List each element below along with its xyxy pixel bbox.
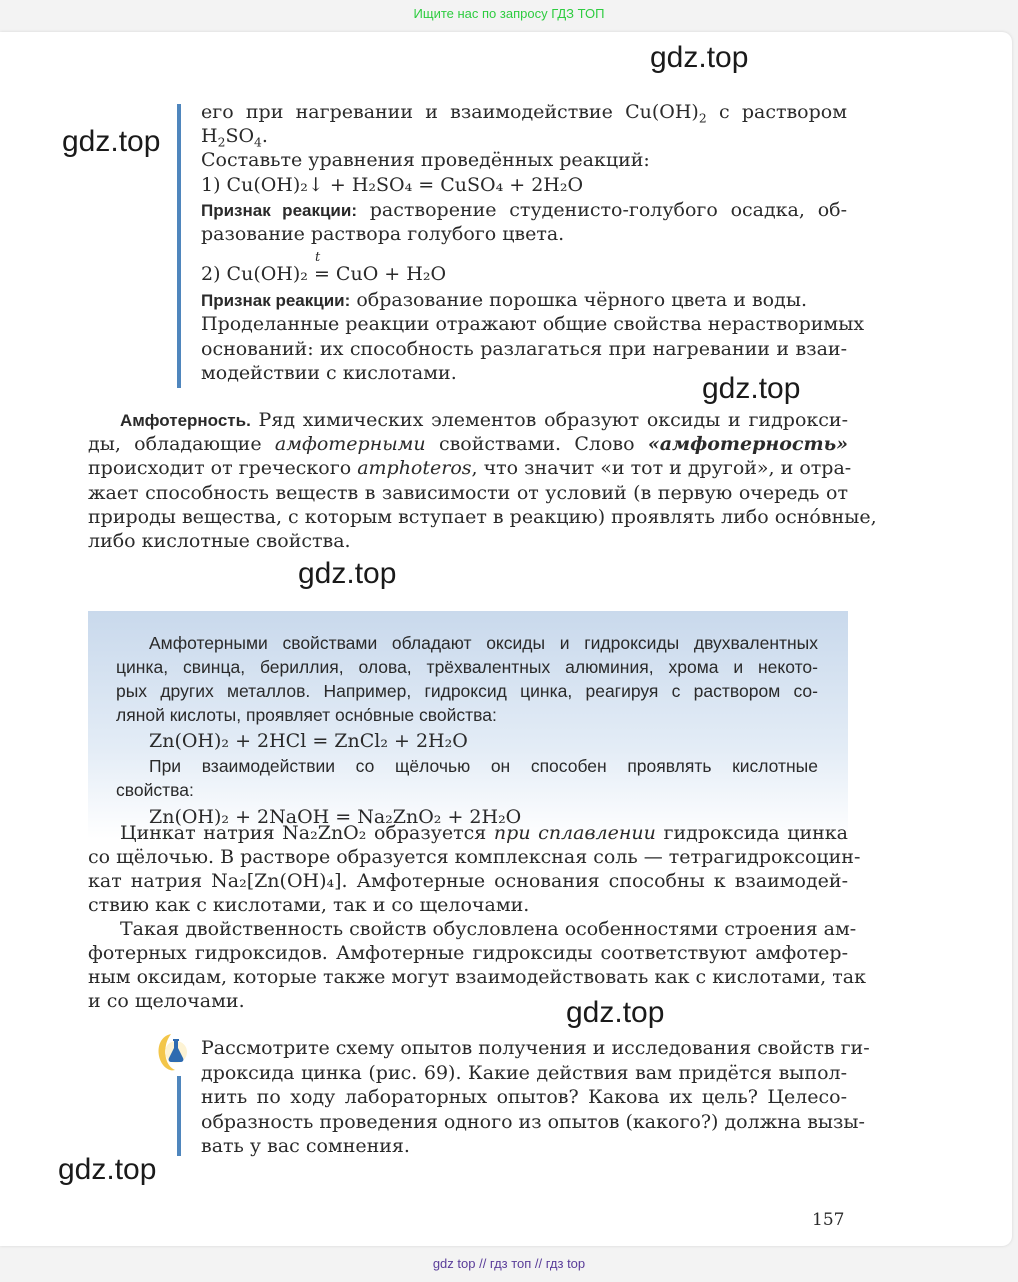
- equation-zn-hcl: Zn(OH)₂ + 2HCl = ZnCl₂ + 2H₂O: [149, 730, 468, 752]
- reaction-sign-2: Признак реакции: образование порошка чёрного цвета и воды.: [201, 289, 807, 311]
- watermark: gdz.top: [62, 125, 161, 158]
- search-hint-link[interactable]: Ищите нас по запросу ГДЗ ТОП: [413, 6, 605, 21]
- text-line: цинка, свинца, бериллия, олова, трёхвалентных алюминия, хрома и некото-: [116, 657, 818, 677]
- text-line: жает способность веществ в зависимости от условий (в первую очередь от: [88, 482, 848, 504]
- equation-2: 2) Cu(OH)₂ t = CuO + H₂O: [201, 262, 847, 286]
- text-line: фотерных гидроксидов. Амфотерные гидроксиды соответствуют амфотер-: [88, 942, 848, 964]
- text-line: модействии с кислотами.: [201, 362, 457, 384]
- reaction-sign-label: Признак реакции:: [201, 201, 357, 220]
- text-line: образность проведения одного из опытов (какого?) должна вызы-: [201, 1111, 865, 1133]
- equation-1: 1) Cu(OH)₂↓ + H₂SO₄ = CuSO₄ + 2H₂O: [201, 174, 584, 196]
- text-line: нить по ходу лабораторных опытов? Какова их цель? Целесо-: [201, 1086, 847, 1108]
- text-line: дроксида цинка (рис. 69). Какие действия вам придётся выпол-: [201, 1062, 847, 1084]
- equation-zn-naoh: Zn(OH)₂ + 2NaOH = Na₂ZnO₂ + 2H₂O: [149, 806, 522, 828]
- flask-icon: [157, 1032, 187, 1072]
- temperature-mark: t: [314, 250, 321, 265]
- text-line: его при нагревании и взаимодействие Cu(OH): [201, 101, 699, 123]
- text-line: ляной кислоты, проявляет осно́вные свойства:: [116, 705, 497, 725]
- watermark: gdz.top: [566, 996, 665, 1029]
- text-line: рых других металлов. Например, гидроксид цинка, реагируя с раствором со-: [116, 681, 818, 701]
- footer-links[interactable]: gdz top // гдз топ // гдз top: [432, 1256, 586, 1271]
- text-line: кат натрия Na₂[Zn(OH)₄]. Амфотерные основания способны к взаимодей-: [88, 870, 848, 892]
- reaction-sign-1-cont: разование раствора голубого цвета.: [201, 223, 565, 245]
- term-amphoteric: «амфотерность»: [647, 433, 848, 455]
- text-line: Рассмотрите схему опытов получения и исследования свойств ги-: [201, 1037, 870, 1059]
- text-line: Проделанные реакции отражают общие свойства нерастворимых: [201, 313, 865, 335]
- text-line: Амфотерными свойствами обладают оксиды и гидроксиды двухвалентных: [149, 633, 818, 653]
- watermark: gdz.top: [58, 1153, 157, 1186]
- watermark: gdz.top: [650, 41, 749, 74]
- page-number: 157: [812, 1210, 845, 1230]
- accent-bar: [177, 104, 181, 388]
- text-line: и со щелочами.: [88, 990, 245, 1012]
- text-line: со щёлочью. В растворе образуется комплексная соль — тетрагидроксоцин-: [88, 846, 861, 868]
- text-line: Такая двойственность свойств обусловлена особенностями строения ам-: [120, 918, 857, 940]
- text-line: либо кислотные свойства.: [88, 530, 351, 552]
- accent-bar: [177, 1076, 181, 1156]
- textbook-page: gdz.top gdz.top gdz.top gdz.top gdz.top gdz.top его при нагревании и взаимодействие $Cu(OH)_2$ с раствором $H_2SO_4$. Составьте уравнения проведённых реакций: 1) Cu(OH)₂↓ + H₂SO₄ = CuSO₄ + 2H₂O Признак реакции: растворение студенисто-голубого осадка, об- разование раствора голубого цвета. 2) Cu(OH)₂ t = CuO + H₂O Признак реакции: образование порошка чёрного цвета и воды. Проделанные реакции отражают общие свойства нерастворимых оснований: их способность разлагаться при нагревании и взаи- модействии с кислотами. Амфотерность. Ряд химических элементов образуют оксиды и гидрокси- ды, обладающие амфотерными свойствами. Слово «амфотерность» происходит от греческого amphoteros, что значит «и тот и другой», и отра- жает способность веществ в зависимости от условий (в первую очередь от природы вещества, с которым вступает в реакцию) проявлять либо осно́вные, либо кислотные свойства. Амфотерными свойствами обладают оксиды и гидроксиды двухвалентных цинка, свинца, бериллия, олова, трёхвалентных алюминия, хрома и некото- рых других металлов. Например, гидроксид цинка, реагируя с раствором со- ляной кислоты, проявляет осно́вные свойства: Zn(OH)₂ + 2HCl = ZnCl₂ + 2H₂O При взаимодействии со щёлочью он способен проявлять кислотные свойства: Zn(OH)₂ + 2NaOH = Na₂ZnO₂ + 2H₂O Цинкат натрия Na₂ZnO₂ образуется при сплавлении гидроксида цинка со щёлочью. В растворе образуется комплексная соль — тетрагидроксоцин- кат натрия Na₂[Zn(OH)₄]. Амфотерные основания способны к взаимодей- ствию как с кислотами, так и со щелочами. Такая двойственность свойств обусловлена особенностями строения ам- фотерных гидроксидов. Амфотерные гидроксиды соответствуют амфотер- ным оксидам, которые также могут взаимодействовать как с кислотами, так и со щелочами. Рассмотрите схему опытов получения и исследования свойств ги- дроксида цинка (рис. 69). Какие действия вам придётся выпол- нить по ходу лабораторных опытов? Какова их цель? Целесо- образность проведения одного из опытов (какого?) должна вызы- вать у вас сомнения. 157: [0, 32, 1012, 1246]
- task-instruction: Составьте уравнения проведённых реакций:: [201, 149, 650, 171]
- info-box: [88, 611, 848, 839]
- section-heading: Амфотерность.: [120, 411, 251, 430]
- reaction-sign-1: Признак реакции: растворение студенисто-голубого осадка, об-: [201, 199, 847, 221]
- text-line: свойства:: [116, 780, 194, 800]
- watermark: gdz.top: [298, 557, 397, 590]
- reaction-sign-label: Признак реакции:: [201, 291, 351, 310]
- text-line: ствию как с кислотами, так и со щелочами.: [88, 894, 530, 916]
- text-line: природы вещества, с которым вступает в реакцию) проявлять либо осно́вные,: [88, 506, 877, 528]
- watermark: gdz.top: [702, 372, 801, 405]
- text-line: ным оксидам, которые также могут взаимодействовать как с кислотами, так: [88, 966, 866, 988]
- text-line: вать у вас сомнения.: [201, 1135, 410, 1157]
- formula-h2so4: $H_2SO_4$.: [201, 125, 268, 150]
- text-line: При взаимодействии со щёлочью он способен проявлять кислотные: [149, 756, 818, 776]
- text-line: оснований: их способность разлагаться при нагревании и взаи-: [201, 338, 847, 360]
